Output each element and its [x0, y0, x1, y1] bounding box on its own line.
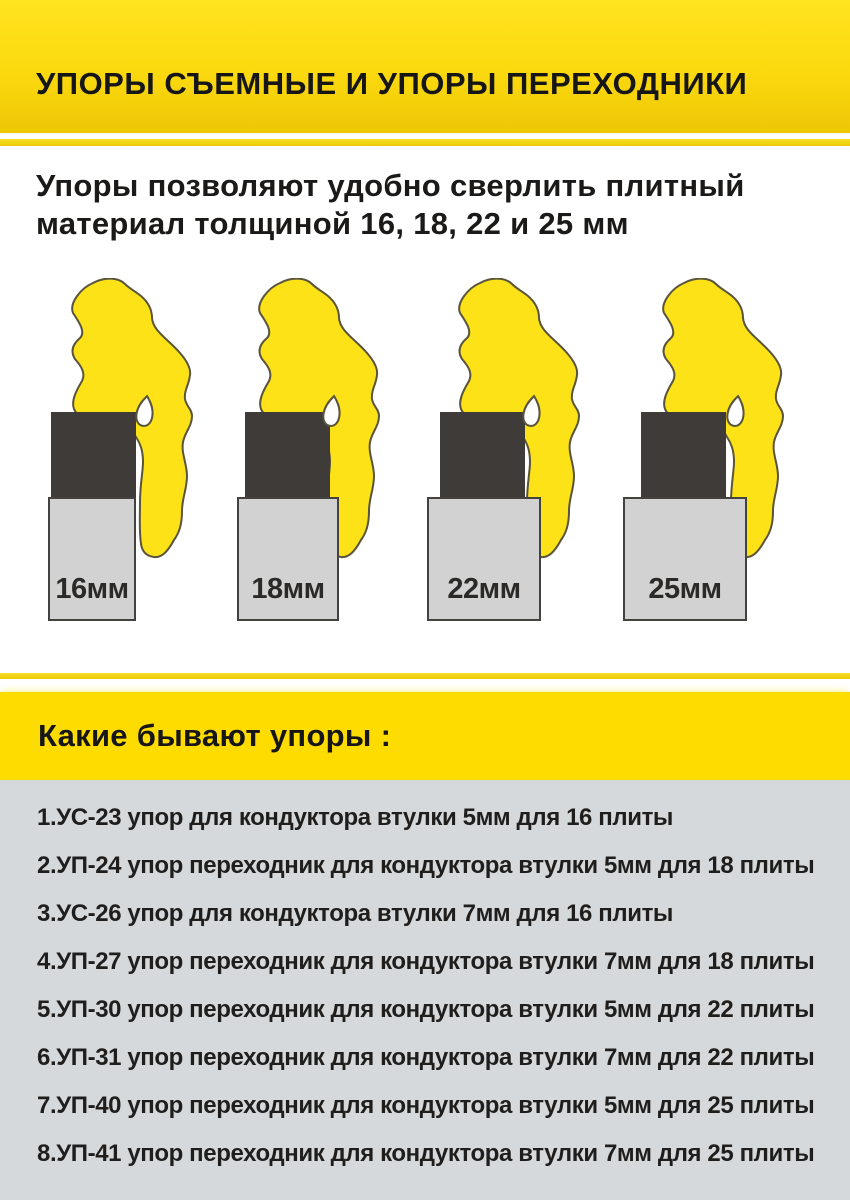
plate-label: 22мм	[447, 573, 521, 605]
list-item: 3.УС-26 упор для кондуктора втулки 7мм для 16 плиты	[37, 900, 674, 927]
figure-25mm	[623, 278, 823, 626]
header-banner	[0, 0, 850, 133]
stop-block	[51, 412, 136, 498]
section-banner	[0, 692, 850, 780]
figure-18mm	[237, 278, 437, 626]
stop-block	[641, 412, 726, 498]
figure-22mm	[427, 278, 627, 626]
plate-block	[623, 497, 747, 621]
list-item: 2.УП-24 упор переходник для кондуктора втулки 5мм для 18 плиты	[37, 852, 815, 879]
intro-line-2: материал толщиной 16, 18, 22 и 25 мм	[36, 206, 629, 241]
plate-block	[237, 497, 339, 621]
stops-list-section	[0, 780, 850, 1200]
header-divider-strip	[0, 139, 850, 146]
stop-block	[440, 412, 525, 498]
list-item: 4.УП-27 упор переходник для кондуктора втулки 7мм для 18 плиты	[37, 948, 815, 975]
bushing-hole-icon	[723, 394, 749, 428]
stop-block	[245, 412, 330, 498]
page-title: УПОРЫ СЪЕМНЫЕ И УПОРЫ ПЕРЕХОДНИКИ	[36, 66, 748, 101]
list-item: 6.УП-31 упор переходник для кондуктора втулки 7мм для 22 плиты	[37, 1044, 815, 1071]
figure-16mm	[48, 278, 248, 626]
bushing-hole-icon	[132, 394, 158, 428]
list-item: 7.УП-40 упор переходник для кондуктора втулки 5мм для 25 плиты	[37, 1092, 815, 1119]
plate-label: 16мм	[55, 573, 129, 605]
section-divider-strip	[0, 673, 850, 679]
plate-label: 18мм	[251, 573, 325, 605]
intro-text	[36, 167, 745, 243]
list-item: 1.УС-23 упор для кондуктора втулки 5мм для 16 плиты	[37, 804, 674, 831]
intro-line-1: Упоры позволяют удобно сверлить плитный	[36, 168, 745, 203]
stops-list	[0, 780, 850, 1178]
plate-block	[427, 497, 541, 621]
list-item: 8.УП-41 упор переходник для кондуктора втулки 7мм для 25 плиты	[37, 1140, 815, 1167]
plate-label: 25мм	[648, 573, 722, 605]
list-item: 5.УП-30 упор переходник для кондуктора втулки 5мм для 22 плиты	[37, 996, 815, 1023]
bushing-hole-icon	[519, 394, 545, 428]
bushing-hole-icon	[319, 394, 345, 428]
section-heading: Какие бывают упоры :	[38, 718, 392, 753]
plate-block	[48, 497, 136, 621]
